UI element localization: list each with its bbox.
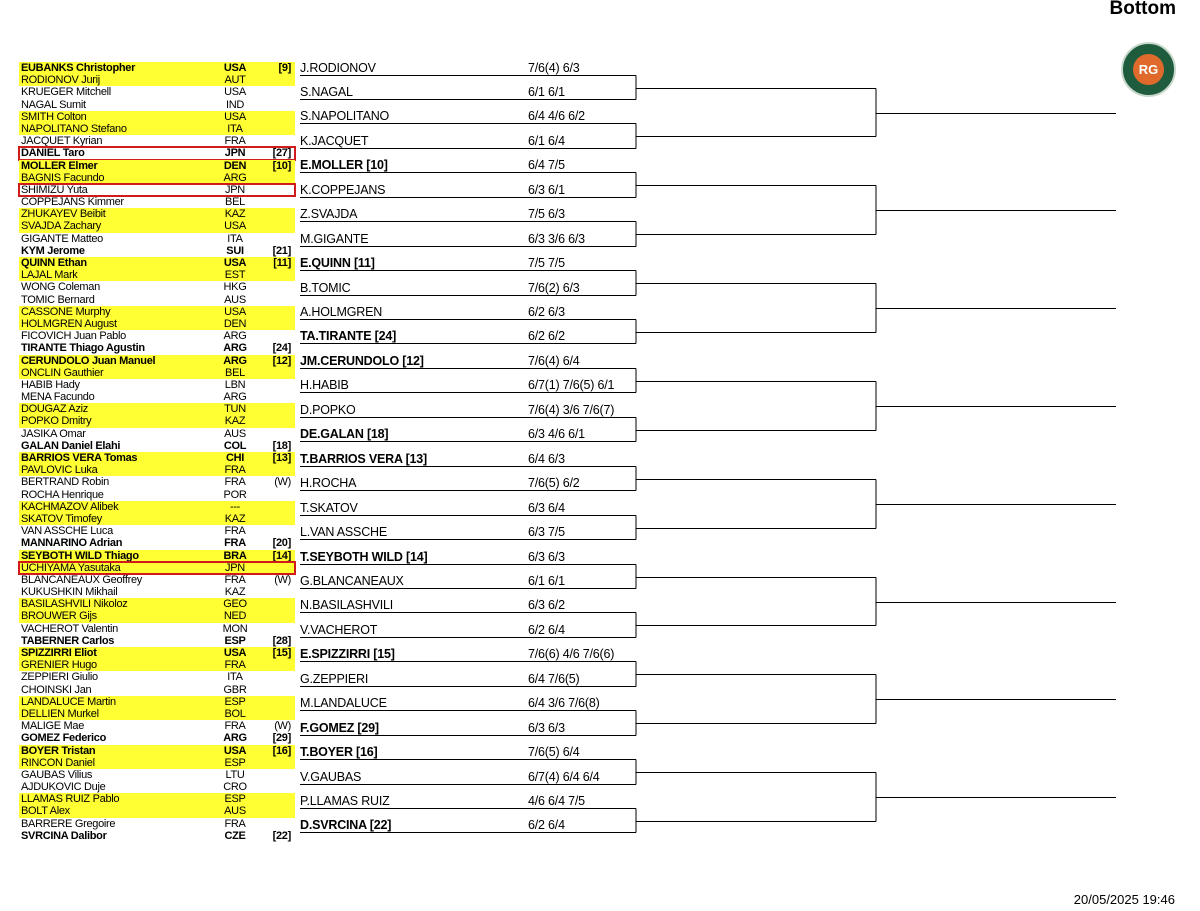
- print-timestamp: 20/05/2025 19:46: [1073, 892, 1175, 907]
- player-name: BAGNIS Facundo: [21, 171, 105, 184]
- player-name: LLAMAS RUIZ Pablo: [21, 793, 120, 806]
- player-country: MON: [222, 622, 248, 635]
- round1-score: 7/6(6) 4/6 7/6(6): [528, 647, 615, 662]
- player-country: FRA: [224, 817, 246, 830]
- round1-winner: M.GIGANTE: [300, 231, 369, 246]
- round1-winner: D.SVRCINA [22]: [300, 818, 392, 833]
- round1-winner: TA.TIRANTE [24]: [300, 329, 397, 344]
- player-country: ITA: [227, 122, 243, 135]
- round1-winner: S.NAGAL: [300, 84, 353, 99]
- player-country: ARG: [223, 391, 247, 404]
- player-name: DANIEL Taro: [21, 147, 85, 160]
- player-country: COL: [223, 439, 247, 452]
- player-country: JPN: [225, 183, 245, 196]
- player-country: AUT: [224, 74, 246, 87]
- player-country: USA: [224, 110, 246, 123]
- player-name: BERTRAND Robin: [21, 476, 109, 489]
- round1-score: 7/6(5) 6/2: [528, 476, 580, 491]
- round1-score: 6/4 7/5: [528, 158, 565, 173]
- round1-score: 6/4 3/6 7/6(8): [528, 696, 600, 711]
- player-name: RODIONOV Jurij: [21, 74, 100, 87]
- player-name: JASIKA Omar: [21, 427, 86, 440]
- player-seed: [9]: [278, 62, 291, 74]
- player-country: KAZ: [224, 512, 246, 525]
- player-seed: [10]: [272, 159, 291, 172]
- player-country: KAZ: [224, 208, 246, 221]
- player-country: FRA: [224, 573, 246, 586]
- round1-winner: Z.SVAJDA: [300, 207, 358, 222]
- player-country: BEL: [225, 196, 245, 209]
- round1-winner: A.HOLMGREN: [300, 305, 383, 319]
- player-country: BOL: [224, 707, 246, 720]
- player-seed: [27]: [272, 147, 291, 160]
- round1-winner: T.SKATOV: [300, 500, 358, 515]
- player-seed: [11]: [273, 257, 291, 269]
- round1-score: 7/5 6/3: [528, 207, 565, 222]
- player-country: ---: [229, 500, 241, 513]
- player-name: MALIGE Mae: [21, 720, 85, 733]
- player-name: TABERNER Carlos: [21, 634, 115, 647]
- round1-score: 6/1 6/4: [528, 133, 565, 148]
- player-name: ONCLIN Gauthier: [21, 366, 104, 379]
- round1-winner: JM.CERUNDOLO [12]: [300, 353, 424, 368]
- player-name: DELLIEN Murkel: [21, 707, 99, 720]
- player-country: LTU: [225, 768, 245, 781]
- round1-score: 7/5 7/5: [528, 256, 565, 271]
- player-name: KRUEGER Mitchell: [21, 86, 111, 99]
- player-country: CZE: [224, 829, 246, 842]
- player-seed: [29]: [272, 732, 291, 745]
- round1-score: 7/6(5) 6/4: [528, 745, 580, 760]
- player-name: TIRANTE Thiago Agustin: [21, 342, 145, 355]
- round1-winner: E.MOLLER [10]: [300, 158, 388, 173]
- round1-winner: DE.GALAN [18]: [300, 427, 389, 442]
- player-country: FRA: [224, 135, 246, 148]
- player-seed: [15]: [272, 647, 291, 659]
- round1-score: 6/3 3/6 6/3: [528, 231, 585, 246]
- player-name: JACQUET Kyrian: [21, 135, 103, 148]
- player-country: AUS: [224, 427, 246, 440]
- player-name: SPIZZIRRI Eliot: [21, 647, 97, 659]
- round1-winner: J.RODIONOV: [300, 60, 376, 75]
- player-name: ZEPPIERI Giulio: [21, 671, 98, 684]
- player-country: JPN: [225, 561, 245, 574]
- player-name: AJDUKOVIC Duje: [21, 781, 106, 794]
- player-name: HABIB Hady: [21, 378, 80, 391]
- round1-score: 6/2 6/3: [528, 305, 565, 319]
- player-country: ARG: [223, 342, 247, 355]
- player-country: USA: [223, 744, 247, 757]
- player-name: KACHMAZOV Alibek: [21, 500, 119, 513]
- round1-score: 6/3 7/5: [528, 525, 565, 540]
- player-country: FRA: [224, 525, 246, 538]
- round1-score: 7/6(4) 6/4: [528, 353, 580, 368]
- round1-score: 6/3 6/2: [528, 598, 565, 613]
- player-name: GIGANTE Matteo: [21, 232, 103, 245]
- round1-score: 6/7(4) 6/4 6/4: [528, 769, 600, 784]
- player-country: IND: [225, 98, 245, 111]
- player-seed: [12]: [272, 354, 291, 367]
- round1-score: 6/7(1) 7/6(5) 6/1: [528, 378, 615, 393]
- round1-score: 6/3 4/6 6/1: [528, 427, 585, 442]
- round1-winner: E.QUINN [11]: [300, 256, 375, 271]
- player-name: VAN ASSCHE Luca: [21, 525, 113, 538]
- round1-winner: T.BARRIOS VERA [13]: [300, 451, 428, 466]
- player-name: BOLT Alex: [21, 805, 70, 818]
- player-name: GAUBAS Vilius: [21, 768, 93, 781]
- player-name: LAJAL Mark: [21, 269, 78, 282]
- player-name: EUBANKS Christopher: [21, 62, 136, 74]
- player-country: DEN: [223, 159, 247, 172]
- player-seed: [28]: [272, 634, 291, 647]
- round1-winner: P.LLAMAS RUIZ: [300, 794, 390, 808]
- round1-score: 6/2 6/4: [528, 622, 565, 637]
- player-name: ZHUKAYEV Beibit: [21, 208, 106, 221]
- logo-monogram: RG: [1133, 54, 1164, 85]
- page-title: Bottom: [1109, 0, 1176, 19]
- player-country: AUS: [224, 805, 246, 818]
- round1-winner: B.TOMIC: [300, 280, 351, 295]
- player-country: LBN: [224, 378, 246, 391]
- player-name: VACHEROT Valentin: [21, 622, 118, 635]
- player-name: ROCHA Henrique: [21, 488, 104, 501]
- player-country: USA: [223, 647, 247, 659]
- player-country: BEL: [225, 366, 245, 379]
- player-name: RINCON Daniel: [21, 756, 95, 769]
- round1-score: 6/4 7/6(5): [528, 671, 580, 686]
- player-country: ARG: [223, 171, 247, 184]
- player-country: FRA: [224, 720, 246, 733]
- player-country: JPN: [224, 147, 246, 160]
- round1-score: 6/3 6/3: [528, 549, 565, 564]
- player-name: TOMIC Bernard: [21, 293, 95, 306]
- player-name: GOMEZ Federico: [21, 732, 107, 745]
- round1-winner: E.SPIZZIRRI [15]: [300, 647, 395, 662]
- round1-winner: K.JACQUET: [300, 133, 369, 148]
- player-name: HOLMGREN August: [21, 317, 117, 330]
- player-country: AUS: [224, 293, 246, 306]
- player-country: GBR: [223, 683, 247, 696]
- player-country: USA: [224, 86, 246, 99]
- player-name: BROUWER Gijs: [21, 610, 97, 623]
- player-name: WONG Coleman: [21, 281, 100, 294]
- player-name: FICOVICH Juan Pablo: [21, 330, 126, 343]
- player-name: DOUGAZ Aziz: [21, 403, 88, 416]
- player-country: CRO: [223, 781, 247, 794]
- player-country: USA: [223, 257, 247, 269]
- round1-score: 6/3 6/3: [528, 720, 565, 735]
- player-name: NAGAL Sumit: [21, 98, 86, 111]
- player-seed: (W): [274, 476, 291, 489]
- player-seed: [22]: [272, 829, 291, 842]
- round1-score: 7/6(4) 3/6 7/6(7): [528, 402, 615, 417]
- player-name: BASILASHVILI Nikoloz: [21, 598, 128, 611]
- player-country: ARG: [223, 330, 247, 343]
- player-name: BARRIOS VERA Tomas: [21, 452, 138, 464]
- player-name: KUKUSHKIN Mikhail: [21, 586, 118, 599]
- round1-score: 7/6(2) 6/3: [528, 280, 580, 295]
- round1-winner: S.NAPOLITANO: [300, 109, 390, 124]
- player-name: CHOINSKI Jan: [21, 683, 92, 696]
- round1-winner: N.BASILASHVILI: [300, 598, 394, 613]
- player-seed: [13]: [272, 452, 291, 464]
- player-name: BOYER Tristan: [21, 744, 96, 757]
- round1-winner: T.SEYBOTH WILD [14]: [300, 549, 428, 564]
- player-name: BARRERE Gregoire: [21, 817, 116, 830]
- round1-score: 7/6(4) 6/3: [528, 60, 580, 75]
- player-name: MOLLER Elmer: [21, 159, 98, 172]
- round1-winner: M.LANDALUCE: [300, 696, 387, 711]
- round1-score: 6/1 6/1: [528, 573, 565, 588]
- player-name: POPKO Dmitry: [21, 415, 92, 428]
- player-country: TUN: [224, 403, 246, 416]
- round1-score: 6/4 4/6 6/2: [528, 109, 585, 124]
- player-seed: [21]: [272, 244, 291, 257]
- round1-winner: H.ROCHA: [300, 476, 357, 491]
- player-name: QUINN Ethan: [21, 257, 87, 269]
- player-name: KYM Jerome: [21, 244, 85, 257]
- round1-winner: D.POPKO: [300, 402, 356, 417]
- player-country: USA: [224, 220, 246, 233]
- player-country: KAZ: [224, 586, 246, 599]
- player-country: FRA: [224, 464, 246, 477]
- player-country: ESP: [224, 756, 246, 769]
- player-name: SVAJDA Zachary: [21, 220, 101, 233]
- round1-winner: T.BOYER [16]: [300, 745, 378, 760]
- player-country: DEN: [223, 317, 247, 330]
- player-country: ESP: [224, 793, 246, 806]
- player-name: SEYBOTH WILD Thiago: [21, 549, 139, 562]
- player-country: ESP: [224, 634, 246, 647]
- player-country: FRA: [224, 476, 246, 489]
- player-name: UCHIYAMA Yasutaka: [21, 561, 121, 574]
- player-seed: (W): [274, 573, 291, 586]
- round1-score: 6/2 6/4: [528, 818, 565, 833]
- player-country: EST: [224, 269, 246, 282]
- player-country: FRA: [224, 537, 246, 550]
- round1-winner: L.VAN ASSCHE: [300, 525, 387, 540]
- round1-winner: V.VACHEROT: [300, 622, 378, 637]
- round1-score: 6/1 6/1: [528, 84, 565, 99]
- player-name: SMITH Colton: [21, 110, 87, 123]
- player-country: CHI: [225, 452, 245, 464]
- player-name: GALAN Daniel Elahi: [21, 439, 121, 452]
- player-seed: [18]: [272, 439, 291, 452]
- round1-score: 6/2 6/2: [528, 329, 565, 344]
- player-name: COPPEJANS Kimmer: [21, 196, 124, 209]
- player-name: SKATOV Timofey: [21, 512, 102, 525]
- player-name: CERUNDOLO Juan Manuel: [21, 354, 156, 367]
- round1-winner: K.COPPEJANS: [300, 182, 386, 197]
- round1-winner: F.GOMEZ [29]: [300, 720, 379, 735]
- player-country: SUI: [226, 244, 244, 257]
- player-country: FRA: [224, 659, 246, 672]
- player-country: HKG: [223, 281, 247, 294]
- player-name: NAPOLITANO Stefano: [21, 122, 127, 135]
- round1-winner: H.HABIB: [300, 378, 349, 393]
- player-name: MANNARINO Adrian: [21, 537, 123, 550]
- round1-score: 6/3 6/1: [528, 182, 565, 197]
- player-country: GEO: [223, 598, 247, 611]
- player-seed: [14]: [272, 549, 291, 562]
- round1-winner: G.ZEPPIERI: [300, 671, 369, 686]
- player-country: POR: [223, 488, 247, 501]
- player-country: BRA: [223, 549, 247, 562]
- player-country: ESP: [224, 695, 246, 708]
- round1-score: 6/3 6/4: [528, 500, 565, 515]
- player-country: KAZ: [224, 415, 246, 428]
- player-seed: [20]: [272, 537, 291, 550]
- player-country: USA: [224, 305, 246, 318]
- player-name: BLANCANEAUX Geoffrey: [21, 573, 142, 586]
- player-country: ITA: [227, 232, 243, 245]
- player-country: ARG: [223, 354, 247, 367]
- round1-winner: G.BLANCANEAUX: [300, 573, 404, 588]
- player-name: GRENIER Hugo: [21, 659, 97, 672]
- round1-score: 4/6 6/4 7/5: [528, 794, 585, 808]
- player-country: ITA: [227, 671, 243, 684]
- player-seed: (W): [274, 720, 291, 733]
- player-country: USA: [223, 62, 247, 74]
- player-name: SHIMIZU Yuta: [21, 183, 88, 196]
- player-name: MENA Facundo: [21, 391, 95, 404]
- player-name: PAVLOVIC Luka: [21, 464, 98, 477]
- round1-score: 6/4 6/3: [528, 451, 565, 466]
- player-name: SVRCINA Dalibor: [21, 829, 107, 842]
- player-country: NED: [223, 610, 247, 623]
- player-seed: [24]: [272, 342, 291, 355]
- round1-winner: V.GAUBAS: [300, 769, 362, 784]
- player-name: CASSONE Murphy: [21, 305, 111, 318]
- player-name: LANDALUCE Martin: [21, 695, 116, 708]
- player-seed: [16]: [272, 744, 291, 757]
- player-country: ARG: [223, 732, 247, 745]
